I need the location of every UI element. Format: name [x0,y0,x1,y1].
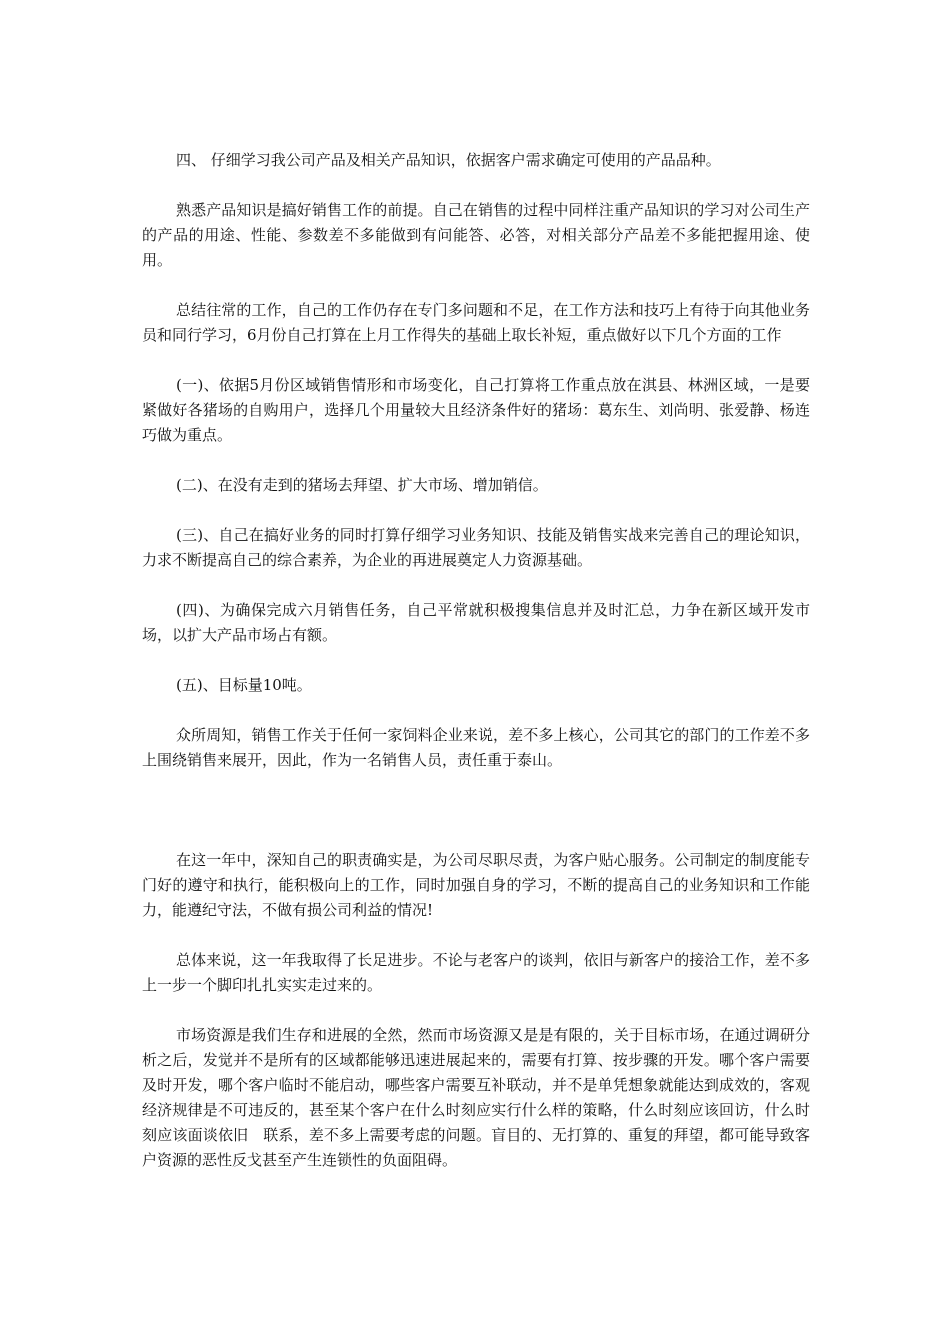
document-body [142,148,810,1198]
paragraph-plan-one: (一)、依据5月份区域销售情形和市场变化，自己打算将工作重点放在淇县、林洲区域，一是要紧做好各猪场的自购用户，选择几个用量较大且经济条件好的猪场：葛东生、刘尚明、张爱静、杨连巧做为重点。 [142,376,810,444]
paragraph-plan-three: (三)、自己在搞好业务的同时打算仔细学习业务知识、技能及销售实战来完善自己的理论知识，力求不断提高自己的综合素养，为企业的再进展奠定人力资源基础。 [142,526,810,569]
paragraph-plan-four: (四)、为确保完成六月销售任务，自己平常就积极搜集信息并及时汇总，力争在新区域开发市场，以扩大产品市场占有额。 [142,601,810,644]
paragraph-work-summary: 总结往常的工作，自己的工作仍存在专门多问题和不足，在工作方法和技巧上有待于向其他业务员和同行学习，6月份自己打算在上月工作得失的基础上取长补短，重点做好以下几个方面的工作 [142,301,810,344]
paragraph-year-duties: 在这一年中，深知自己的职责确实是，为公司尽职尽责，为客户贴心服务。公司制定的制度能专门好的遵守和执行，能积极向上的工作，同时加强自身的学习，不断的提高自己的业务知识和工作能力，能遵纪守法，不做有损公司利益的情况! [142,851,810,919]
paragraph-product-knowledge: 熟悉产品知识是搞好销售工作的前提。自己在销售的过程中同样注重产品知识的学习对公司生产的产品的用途、性能、参数差不多能做到有问能答、必答，对相关部分产品差不多能把握用途、使用。 [142,201,810,269]
paragraph-sales-importance: 众所周知，销售工作关于任何一家饲料企业来说，差不多上核心，公司其它的部门的工作差不多上围绕销售来展开，因此，作为一名销售人员，责任重于泰山。 [142,726,810,769]
section-spacer [142,798,810,848]
paragraph-plan-five: (五)、目标量10吨。 [176,676,312,694]
paragraph-plan-two: (二)、在没有走到的猪场去拜望、扩大市场、增加销信。 [176,476,548,494]
paragraph-section-four: 四、 仔细学习我公司产品及相关产品知识，依据客户需求确定可使用的产品品种。 [176,151,721,169]
paragraph-market-resources: 市场资源是我们生存和进展的全然，然而市场资源又是是有限的，关于目标市场，在通过调研分析之后，发觉并不是所有的区域都能够迅速进展起来的，需要有打算、按步骤的开发。哪个客户需要及时开发，哪个客户临时不能启动，哪些客户需要互补联动，并不是单凭想象就能达到成效的，客观经济规律是不可违反的，甚至某个客户在什么时刻应实行什么样的策略，什么时刻应该回访，什么时刻应该面谈依旧 联系，差不多上需要考虑的问题。盲目的、无打算的、重复的拜望，都可能导致客户资源的恶性反戈甚至产生连锁性的负面阻碍。 [142,1026,810,1169]
paragraph-year-progress: 总体来说，这一年我取得了长足进步。不论与老客户的谈判，依旧与新客户的接洽工作，差不多上一步一个脚印扎扎实实走过来的。 [142,951,810,994]
